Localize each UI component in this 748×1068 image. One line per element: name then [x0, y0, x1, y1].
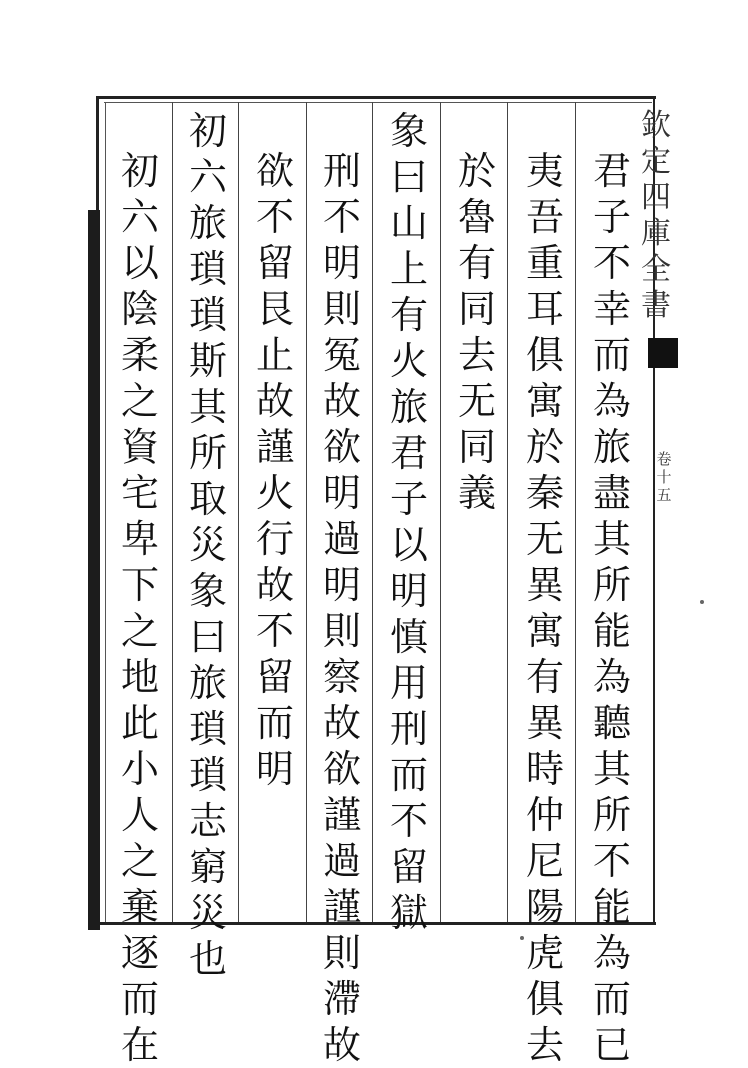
glyph: 人 [120, 793, 159, 837]
glyph: 明 [255, 747, 294, 791]
glyph: 同 [457, 425, 496, 469]
glyph: 之 [120, 379, 159, 423]
glyph: 時 [525, 747, 564, 791]
glyph: 為 [592, 379, 631, 423]
glyph: 故 [322, 379, 361, 423]
glyph: 災 [188, 891, 227, 935]
frame-inner-top-border [104, 102, 652, 103]
text-column-4 [382, 108, 436, 935]
glyph: 而 [120, 977, 159, 1021]
glyph: 聽 [592, 701, 631, 745]
glyph: 曰 [188, 615, 227, 659]
glyph: 柔 [120, 333, 159, 377]
margin-title-char: 書 [641, 288, 671, 323]
glyph: 不 [592, 839, 631, 883]
glyph: 所 [592, 793, 631, 837]
glyph: 旅 [592, 425, 631, 469]
column-divider [372, 102, 373, 922]
margin-juan-char: 卷 [656, 450, 672, 468]
glyph: 旅 [188, 661, 227, 705]
glyph: 君 [592, 149, 631, 193]
column-divider [238, 102, 239, 922]
glyph: 留 [255, 655, 294, 699]
glyph: 瑣 [188, 293, 227, 337]
glyph: 在 [120, 1023, 159, 1067]
glyph: 為 [592, 655, 631, 699]
glyph: 而 [592, 977, 631, 1021]
glyph: 其 [592, 747, 631, 791]
text-column-6 [248, 148, 302, 918]
glyph: 魯 [457, 195, 496, 239]
glyph: 仲 [525, 793, 564, 837]
glyph: 刑 [322, 149, 361, 193]
glyph: 上 [389, 247, 428, 291]
glyph: 災 [188, 523, 227, 567]
glyph: 小 [120, 747, 159, 791]
glyph: 故 [255, 563, 294, 607]
glyph: 不 [255, 195, 294, 239]
glyph: 六 [120, 195, 159, 239]
glyph: 異 [525, 563, 564, 607]
glyph: 不 [322, 195, 361, 239]
glyph: 察 [322, 655, 361, 699]
binding-strip [88, 210, 100, 930]
glyph: 旅 [188, 201, 227, 245]
glyph: 能 [592, 885, 631, 929]
glyph: 謹 [255, 425, 294, 469]
column-divider [575, 102, 576, 922]
glyph: 所 [592, 563, 631, 607]
glyph: 有 [525, 655, 564, 699]
glyph: 君 [389, 431, 428, 475]
glyph: 棄 [120, 885, 159, 929]
glyph: 子 [389, 477, 428, 521]
glyph: 明 [322, 471, 361, 515]
glyph: 其 [188, 385, 227, 429]
text-column-2 [518, 148, 572, 1067]
glyph: 之 [120, 839, 159, 883]
glyph: 初 [188, 109, 227, 153]
glyph: 艮 [255, 287, 294, 331]
margin-book-title [636, 108, 676, 438]
column-divider [172, 102, 173, 922]
glyph: 盡 [592, 471, 631, 515]
glyph: 於 [525, 425, 564, 469]
glyph: 明 [389, 569, 428, 613]
glyph: 火 [389, 339, 428, 383]
column-divider [440, 102, 441, 922]
column-divider [507, 102, 508, 922]
glyph: 火 [255, 471, 294, 515]
glyph: 窮 [188, 845, 227, 889]
text-column-3 [450, 148, 504, 918]
glyph: 寓 [525, 379, 564, 423]
glyph: 卑 [120, 517, 159, 561]
margin-juan-char: 五 [656, 486, 672, 504]
glyph: 秦 [525, 471, 564, 515]
glyph: 則 [322, 609, 361, 653]
frame-left-inner-border [105, 102, 106, 922]
glyph: 以 [120, 241, 159, 285]
glyph: 有 [457, 241, 496, 285]
glyph: 欲 [322, 425, 361, 469]
margin-title-char: 庫 [641, 216, 671, 251]
glyph: 象 [389, 109, 428, 153]
glyph: 不 [592, 241, 631, 285]
glyph: 初 [120, 149, 159, 193]
glyph: 刑 [389, 707, 428, 751]
text-column-1 [585, 148, 639, 1067]
margin-title-char: 定 [641, 144, 671, 179]
glyph: 也 [188, 937, 227, 981]
glyph: 而 [255, 701, 294, 745]
glyph: 同 [457, 287, 496, 331]
glyph: 瑣 [188, 753, 227, 797]
glyph: 則 [322, 287, 361, 331]
glyph: 而 [592, 333, 631, 377]
column-divider [306, 102, 307, 922]
glyph: 資 [120, 425, 159, 469]
text-column-5 [315, 148, 369, 1067]
glyph: 欲 [322, 747, 361, 791]
glyph: 斯 [188, 339, 227, 383]
glyph: 留 [255, 241, 294, 285]
glyph: 過 [322, 517, 361, 561]
glyph: 山 [389, 201, 428, 245]
glyph: 有 [389, 293, 428, 337]
glyph: 之 [120, 609, 159, 653]
glyph: 去 [525, 1023, 564, 1067]
glyph: 取 [188, 477, 227, 521]
glyph: 所 [188, 431, 227, 475]
fish-tail-mark [648, 338, 678, 368]
glyph: 慎 [389, 615, 428, 659]
glyph: 曰 [389, 155, 428, 199]
glyph: 過 [322, 839, 361, 883]
glyph: 俱 [525, 977, 564, 1021]
glyph: 滯 [322, 977, 361, 1021]
ink-speck [520, 936, 524, 940]
glyph: 陰 [120, 287, 159, 331]
glyph: 子 [592, 195, 631, 239]
glyph: 瑣 [188, 707, 227, 751]
glyph: 吾 [525, 195, 564, 239]
glyph: 此 [120, 701, 159, 745]
frame-top-border [96, 96, 656, 99]
glyph: 地 [120, 655, 159, 699]
glyph: 已 [592, 1023, 631, 1067]
glyph: 重 [525, 241, 564, 285]
glyph: 俱 [525, 333, 564, 377]
glyph: 欲 [255, 149, 294, 193]
glyph: 虎 [525, 931, 564, 975]
glyph: 故 [322, 1023, 361, 1067]
glyph: 謹 [322, 793, 361, 837]
glyph: 寓 [525, 609, 564, 653]
glyph: 无 [525, 517, 564, 561]
glyph: 獄 [389, 891, 428, 935]
glyph: 留 [389, 845, 428, 889]
glyph: 以 [389, 523, 428, 567]
text-column-7 [181, 108, 235, 981]
glyph: 下 [120, 563, 159, 607]
glyph: 明 [322, 563, 361, 607]
frame-bottom-border [96, 922, 656, 925]
ink-speck [700, 600, 704, 604]
glyph: 宅 [120, 471, 159, 515]
glyph: 則 [322, 931, 361, 975]
glyph: 旅 [389, 385, 428, 429]
glyph: 謹 [322, 885, 361, 929]
glyph: 用 [389, 661, 428, 705]
glyph: 而 [389, 753, 428, 797]
margin-title-char: 欽 [641, 108, 671, 143]
glyph: 幸 [592, 287, 631, 331]
glyph: 逐 [120, 931, 159, 975]
glyph: 不 [389, 799, 428, 843]
glyph: 夷 [525, 149, 564, 193]
glyph: 不 [255, 609, 294, 653]
glyph: 於 [457, 149, 496, 193]
text-column-8 [113, 148, 167, 1067]
glyph: 冤 [322, 333, 361, 377]
glyph: 止 [255, 333, 294, 377]
glyph: 瑣 [188, 247, 227, 291]
glyph: 去 [457, 333, 496, 377]
glyph: 无 [457, 379, 496, 423]
glyph: 耳 [525, 287, 564, 331]
margin-title-char: 四 [641, 180, 671, 215]
glyph: 行 [255, 517, 294, 561]
glyph: 能 [592, 609, 631, 653]
glyph: 故 [255, 379, 294, 423]
glyph: 陽 [525, 885, 564, 929]
margin-title-char: 全 [641, 252, 671, 287]
margin-juan-char: 十 [656, 468, 672, 486]
glyph: 明 [322, 241, 361, 285]
glyph: 象 [188, 569, 227, 613]
glyph: 其 [592, 517, 631, 561]
glyph: 為 [592, 931, 631, 975]
margin-juan-number [650, 450, 678, 504]
glyph: 尼 [525, 839, 564, 883]
glyph: 故 [322, 701, 361, 745]
glyph: 義 [457, 471, 496, 515]
glyph: 六 [188, 155, 227, 199]
glyph: 異 [525, 701, 564, 745]
glyph: 志 [188, 799, 227, 843]
